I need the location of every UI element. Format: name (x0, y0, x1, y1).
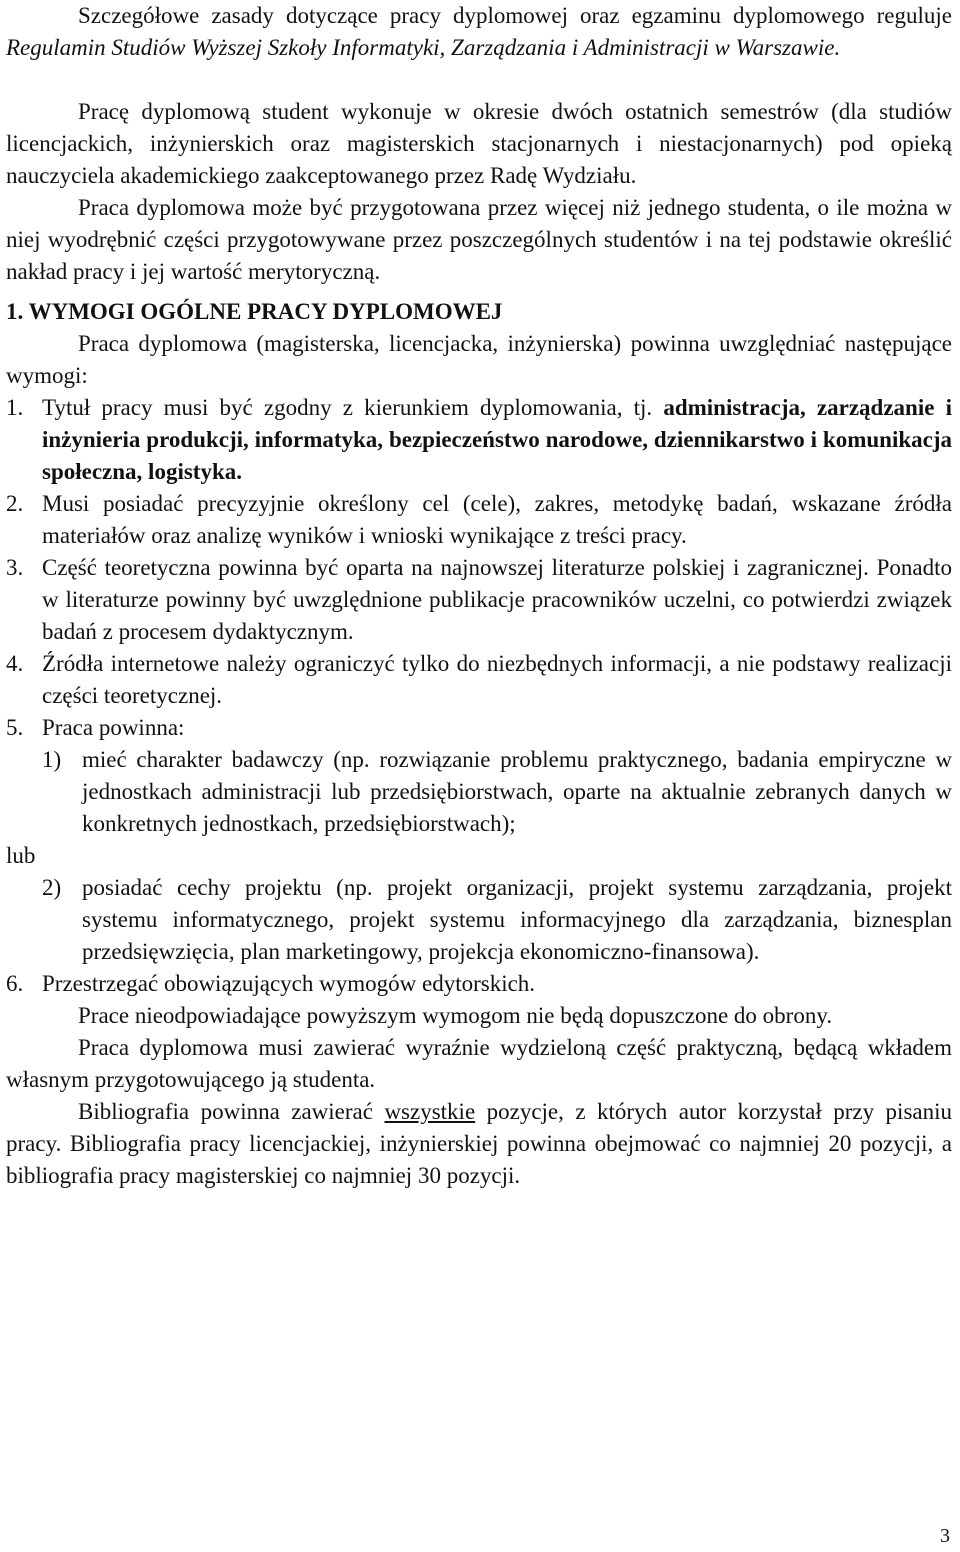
requirement-item-4 (6, 648, 952, 712)
study-fields: administracja, zarządzanie i inżynieria produkcji, informatyka, bezpieczeństwo narodowe, dziennikarstwo i komunikacja społeczna, logistyka. (42, 395, 952, 484)
item-number: 3. (6, 555, 24, 580)
closing-paragraph-3: Bibliografia powinna zawierać wszystkie pozycje, z których autor korzystał przy pisaniu pracy. Bibliografia pracy licencjackiej, inżynierskiej powinna obejmować co najmniej 20 pozycji, a bibliografia pracy magisterskiej co najmniej 30 pozycji. (6, 1099, 952, 1188)
item-text: Przestrzegać obowiązujących wymogów edytorskich. (42, 971, 536, 996)
item-number: 1. (6, 395, 24, 420)
underlined-word: wszystkie (384, 1099, 476, 1124)
closing-paragraph-1: Prace nieodpowiadające powyższym wymogom nie będą dopuszczone do obrony. (78, 1003, 833, 1028)
item-number: 5. (6, 715, 24, 740)
item-number: 2. (6, 491, 24, 516)
intro-paragraph-3: Praca dyplomowa może być przygotowana przez więcej niż jednego studenta, o ile można w niej wyodrębnić części przygotowywane przez poszczególnych studentów i na tej podstawie określić nakład pracy i jej wartość merytoryczną. (6, 195, 952, 284)
section-heading: 1. WYMOGI OGÓLNE PRACY DYPLOMOWEJ (6, 299, 503, 324)
requirement-item-3 (6, 552, 952, 648)
item-text: Źródła internetowe należy ograniczyć tylko do niezbędnych informacji, a nie podstawy realizacji części teoretycznej. (42, 651, 952, 708)
requirement-item-5 (6, 712, 952, 744)
item-text: Musi posiadać precyzyjnie określony cel (cele), zakres, metodykę badań, wskazane źródła materiałów oraz analizę wyników i wnioski wynikające z treści pracy. (42, 491, 952, 548)
requirement-item-6 (6, 968, 952, 1000)
requirement-item-2 (6, 488, 952, 552)
sub-item-number: 2) (42, 875, 62, 900)
sub-item-text: posiadać cechy projektu (np. projekt organizacji, projekt systemu zarządzania, projekt systemu informatycznego, projekt systemu informacyjnego dla zarządzania, biznesplan przedsięwzięcia, plan marketingowy, projekcja ekonomiczno-finansowa). (82, 875, 952, 964)
sub-item-1 (42, 744, 952, 840)
regulation-title: Regulamin Studiów Wyższej Szkoły Informatyki, Zarządzania i Administracji w Warszawie. (6, 35, 841, 60)
intro-paragraph-1 (6, 0, 952, 64)
item-number: 4. (6, 651, 24, 676)
requirement-item-1 (6, 392, 952, 488)
document-page (6, 0, 952, 1192)
item-text: Tytuł pracy musi być zgodny z kierunkiem dyplomowania, tj. administracja, zarządzanie i inżynieria produkcji, informatyka, bezpieczeństwo narodowe, dziennikarstwo i komunikacja społeczna, logistyka. (42, 395, 952, 484)
intro-paragraph-2: Pracę dyplomową student wykonuje w okresie dwóch ostatnich semestrów (dla studiów licencjackich, inżynierskich oraz magisterskich stacjonarnych i niestacjonarnych) pod opieką nauczyciela akademickiego zaakceptowanego przez Radę Wydziału. (6, 99, 952, 188)
item-text: Część teoretyczna powinna być oparta na najnowszej literaturze polskiej i zagranicznej. Ponadto w literaturze powinny być uwzględnione publikacje pracowników uczelni, co potwierdzi związek badań z procesem dydaktycznym. (42, 555, 952, 644)
page-number: 3 (940, 1525, 950, 1547)
closing-paragraph-2: Praca dyplomowa musi zawierać wyraźnie wydzieloną część praktyczną, będącą wkładem własnym przygotowującego ją studenta. (6, 1035, 952, 1092)
sub-item-2 (42, 872, 952, 968)
sub-item-number: 1) (42, 747, 62, 772)
intro-text: Szczegółowe zasady dotyczące pracy dyplomowej oraz egzaminu dyplomowego reguluje (78, 3, 952, 28)
item-text: Praca powinna: (42, 715, 185, 740)
item-number: 6. (6, 971, 24, 996)
sub-item-text: mieć charakter badawczy (np. rozwiązanie problemu praktycznego, badania empiryczne w jednostkach administracji lub przedsiębiorstwach, oparte na aktualnie zebranych danych w konkretnych jednostkach, przedsiębiorstwach); (82, 747, 952, 836)
section-lead: Praca dyplomowa (magisterska, licencjacka, inżynierska) powinna uwzględniać następujące wymogi: (6, 331, 952, 388)
or-connector: lub (6, 843, 36, 868)
